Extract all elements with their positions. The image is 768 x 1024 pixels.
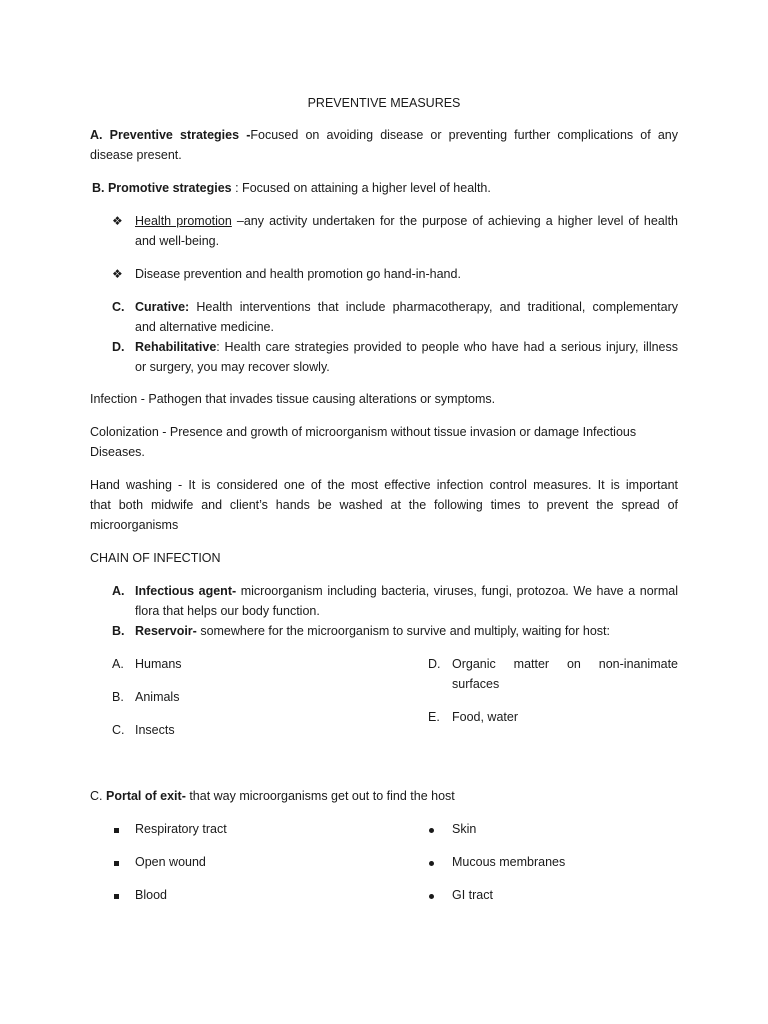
portal-text: Mucous membranes (452, 855, 566, 869)
item-line1 (135, 582, 678, 602)
bullet-line2: and well-being. (135, 234, 220, 248)
colonization-line2: Diseases. (90, 445, 145, 459)
portal-term: Portal of exit- (105, 789, 186, 803)
reservoir-term: Reservoir- (135, 624, 197, 638)
curative-term: Curative: (135, 300, 190, 314)
diamond-bullet-icon: ❖ (112, 214, 123, 228)
item-line1 (135, 298, 678, 318)
item-marker: C. (112, 723, 125, 737)
reservoir-text: Humans (135, 657, 182, 671)
health-promotion-term: Health promotion (135, 214, 232, 228)
item-marker: B. (112, 690, 124, 704)
portal-text: Open wound (135, 855, 206, 869)
infection-definition: Infection - Pathogen that invades tissue causing alterations or symptoms. (90, 392, 496, 406)
item-marker: D. (112, 340, 125, 354)
round-bullet-icon (429, 828, 434, 833)
section-a-text: Focused on avoiding disease or preventing further complications of any (250, 128, 679, 142)
item-line2: or surgery, you may recover slowly. (135, 360, 330, 374)
reservoir-text: Insects (135, 723, 175, 737)
page-title: PREVENTIVE MEASURES (307, 96, 461, 110)
item-marker: A. (112, 584, 125, 598)
bullet-line1: Disease prevention and health promotion go hand-in-hand. (135, 267, 461, 281)
item-marker: E. (428, 710, 440, 724)
item-line1 (135, 622, 678, 642)
item-line2: flora that helps our body function. (135, 604, 320, 618)
item-line1-text: somewhere for the microorganism to survive and multiply, waiting for host: (196, 624, 610, 638)
item-line1-text: : Health care strategies provided to people who have had a serious injury, illness (216, 340, 678, 354)
colonization-line1: Colonization - Presence and growth of microorganism without tissue invasion or damage Infectious (90, 425, 637, 439)
reservoir-text: Animals (135, 690, 180, 704)
reservoir-text: Organic matter on non-inanimate (452, 657, 678, 671)
square-bullet-icon (114, 828, 119, 833)
portal-text: Skin (452, 822, 477, 836)
infectious-agent-term: Infectious agent- (135, 584, 237, 598)
rehabilitative-term: Rehabilitative (135, 340, 217, 354)
portal-text: Respiratory tract (135, 822, 227, 836)
item-line1 (135, 338, 678, 358)
item-marker: A. (112, 657, 124, 671)
hand-washing-line1: Hand washing - It is considered one of the most effective infection control measures. It is important (90, 478, 678, 492)
item-line2: and alternative medicine. (135, 320, 274, 334)
chain-heading: CHAIN OF INFECTION (90, 551, 221, 565)
section-a-label: A. Preventive strategies - (90, 128, 251, 142)
square-bullet-icon (114, 894, 119, 899)
reservoir-text-line2: surfaces (452, 677, 500, 691)
portal-text: Blood (135, 888, 167, 902)
portal-marker: C. (90, 789, 103, 803)
portal-text: that way microorganisms get out to find the host (185, 789, 455, 803)
section-b (92, 179, 680, 199)
square-bullet-icon (114, 861, 119, 866)
item-marker: D. (428, 657, 441, 671)
reservoir-text: Food, water (452, 710, 519, 724)
portal-of-exit (90, 787, 678, 807)
bullet-line1 (135, 212, 678, 232)
bullet-line1-text: –any activity undertaken for the purpose of achieving a higher level of health (231, 214, 678, 228)
round-bullet-icon (429, 894, 434, 899)
hand-washing-line2: that both midwife and client’s hands be washed at the following times to prevent the spread of (90, 498, 678, 512)
portal-text: GI tract (452, 888, 493, 902)
item-marker: B. (112, 624, 125, 638)
section-b-text: : Focused on attaining a higher level of health. (231, 181, 491, 195)
section-a-line1 (90, 126, 678, 146)
item-line1-text: Health interventions that include pharmacotherapy, and traditional, complementary (189, 300, 678, 314)
item-line1-text: microorganism including bacteria, viruses, fungi, protozoa. We have a normal (236, 584, 678, 598)
diamond-bullet-icon: ❖ (112, 267, 123, 281)
section-b-label: B. Promotive strategies (92, 181, 232, 195)
section-a-line2: disease present. (90, 148, 182, 162)
round-bullet-icon (429, 861, 434, 866)
hand-washing-line3: microorganisms (90, 518, 179, 532)
item-marker: C. (112, 300, 125, 314)
